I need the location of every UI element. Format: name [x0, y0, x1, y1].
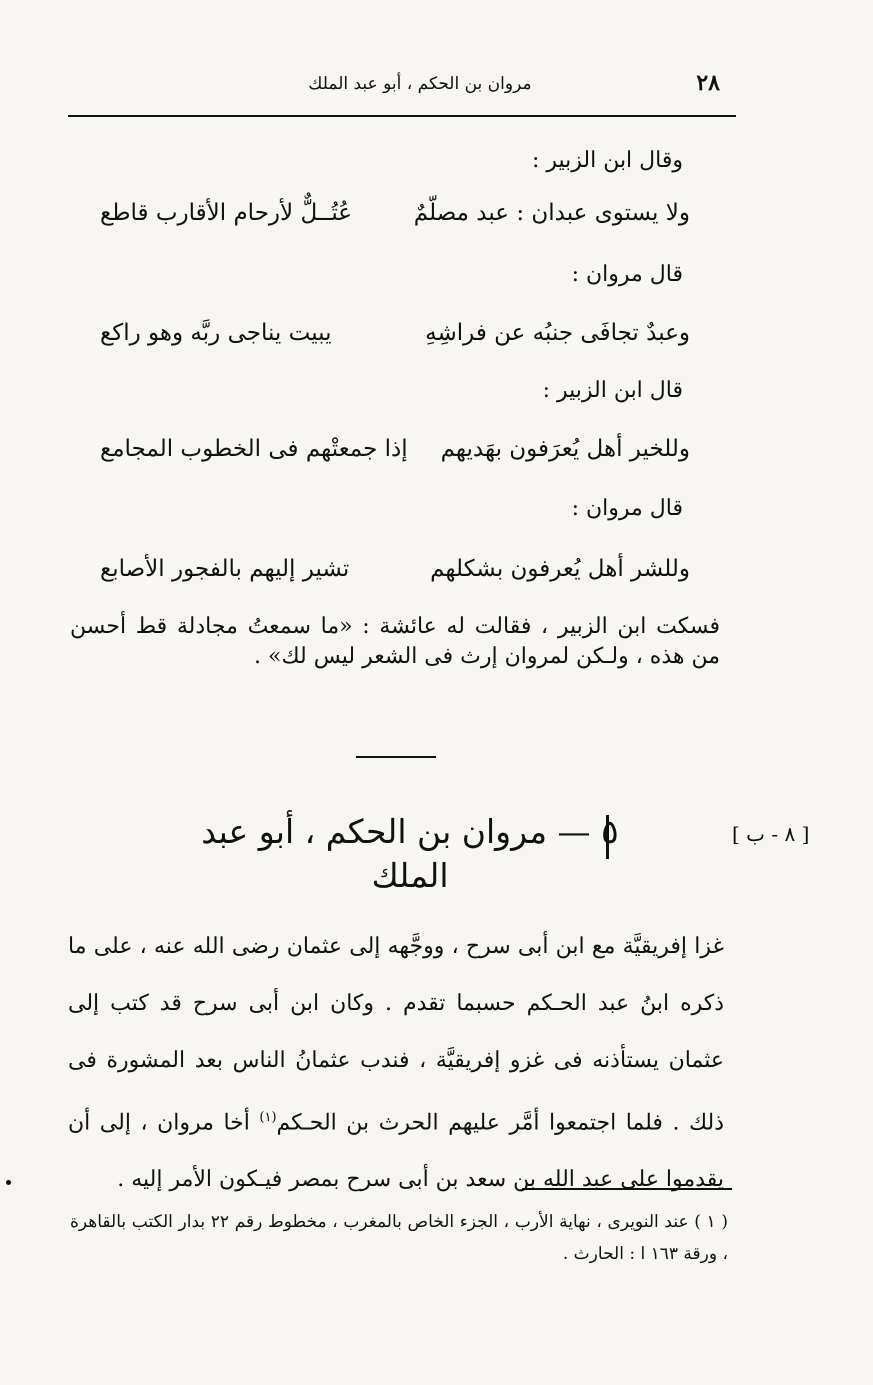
poem-intro: وقال ابن الزبير :	[531, 148, 683, 173]
footnote-marker[interactable]: (١)	[259, 1110, 277, 1125]
biography-paragraph	[68, 918, 724, 1208]
page-number: ٢٨	[696, 70, 720, 96]
verse-3-second-hemistich: إذا جمعتْهم فى الخطوب المجامع	[100, 436, 408, 462]
speaker-label: قال ابن الزبير :	[542, 378, 683, 403]
verse-4-first-hemistich: وللشر أهل يُعرفون بشكلهم	[430, 556, 690, 582]
section-divider	[356, 756, 436, 758]
verse-2	[100, 320, 690, 354]
footnote: ( ١ ) عند النويرى ، نهاية الأرب ، الجزء الخاص بالمغرب ، مخطوط رقم ٢٢ بدار الكتب بالقاهرة ، ورقة ١٦٣ ا : الحارث .	[70, 1212, 728, 1264]
footnote-rule	[522, 1188, 732, 1190]
running-head: مروان بن الحكم ، أبو عبد الملك	[308, 74, 532, 94]
section-title: ٥ — مروان بن الحكم ، أبو عبد الملك	[201, 812, 619, 895]
verse-4-second-hemistich: تشير إليهم بالفجور الأصابع	[100, 556, 350, 582]
verse-3-first-hemistich: وللخير أهل يُعرَفون بهَديهم	[440, 436, 690, 462]
verse-2-first-hemistich: وعبدٌ تجافَى جنبُه عن فراشِهِ	[425, 320, 690, 346]
verse-1-first-hemistich: ولا يستوى عبدان : عبد مصلّمٌ	[413, 200, 690, 226]
verse-2-second-hemistich: يبيت يناجى ربَّه وهو راكع	[100, 320, 332, 346]
biography-text-continued: أخا مروان ، إلى أن يقدموا على عبد الله بن سعد بن أبى سرح بمصر فيـكون الأمر إليه .	[68, 1110, 724, 1193]
margin-dot	[6, 1180, 11, 1185]
biography-text: غزا إفريقيَّة مع ابن أبى سرح ، ووجَّهه إلى عثمان رضى الله عنه ، على ما ذكره ابنُ عبد الحـكم حسبما تقدم . وكان ابن أبى سرح قد كتب إلى عثمان يستأذنه فى غزو إفريقيَّة ، فندب عثمانُ الناس بعد المشورة فى ذلك . فلما اجتمعوا أمَّر عليهم الحرث بن الحـكم	[68, 934, 725, 1136]
manuscript-folio-reference: [ ٨ - ب ]	[732, 822, 810, 846]
verse-3	[100, 436, 690, 470]
verse-1	[100, 200, 690, 234]
poem-closing-paragraph: فسكت ابن الزبير ، فقالت له عائشة : «ما سمعتُ مجادلة قط أحسن من هذه ، ولـكن لمروان إرث فى الشعر ليس لك» .	[70, 614, 720, 669]
speaker-label: قال مروان :	[571, 496, 683, 521]
verse-1-second-hemistich: عُتُــلٌّ لأرحام الأقارب قاطع	[100, 200, 353, 226]
header-rule	[68, 115, 736, 117]
speaker-label: قال مروان :	[571, 262, 683, 287]
verse-4	[100, 556, 690, 590]
